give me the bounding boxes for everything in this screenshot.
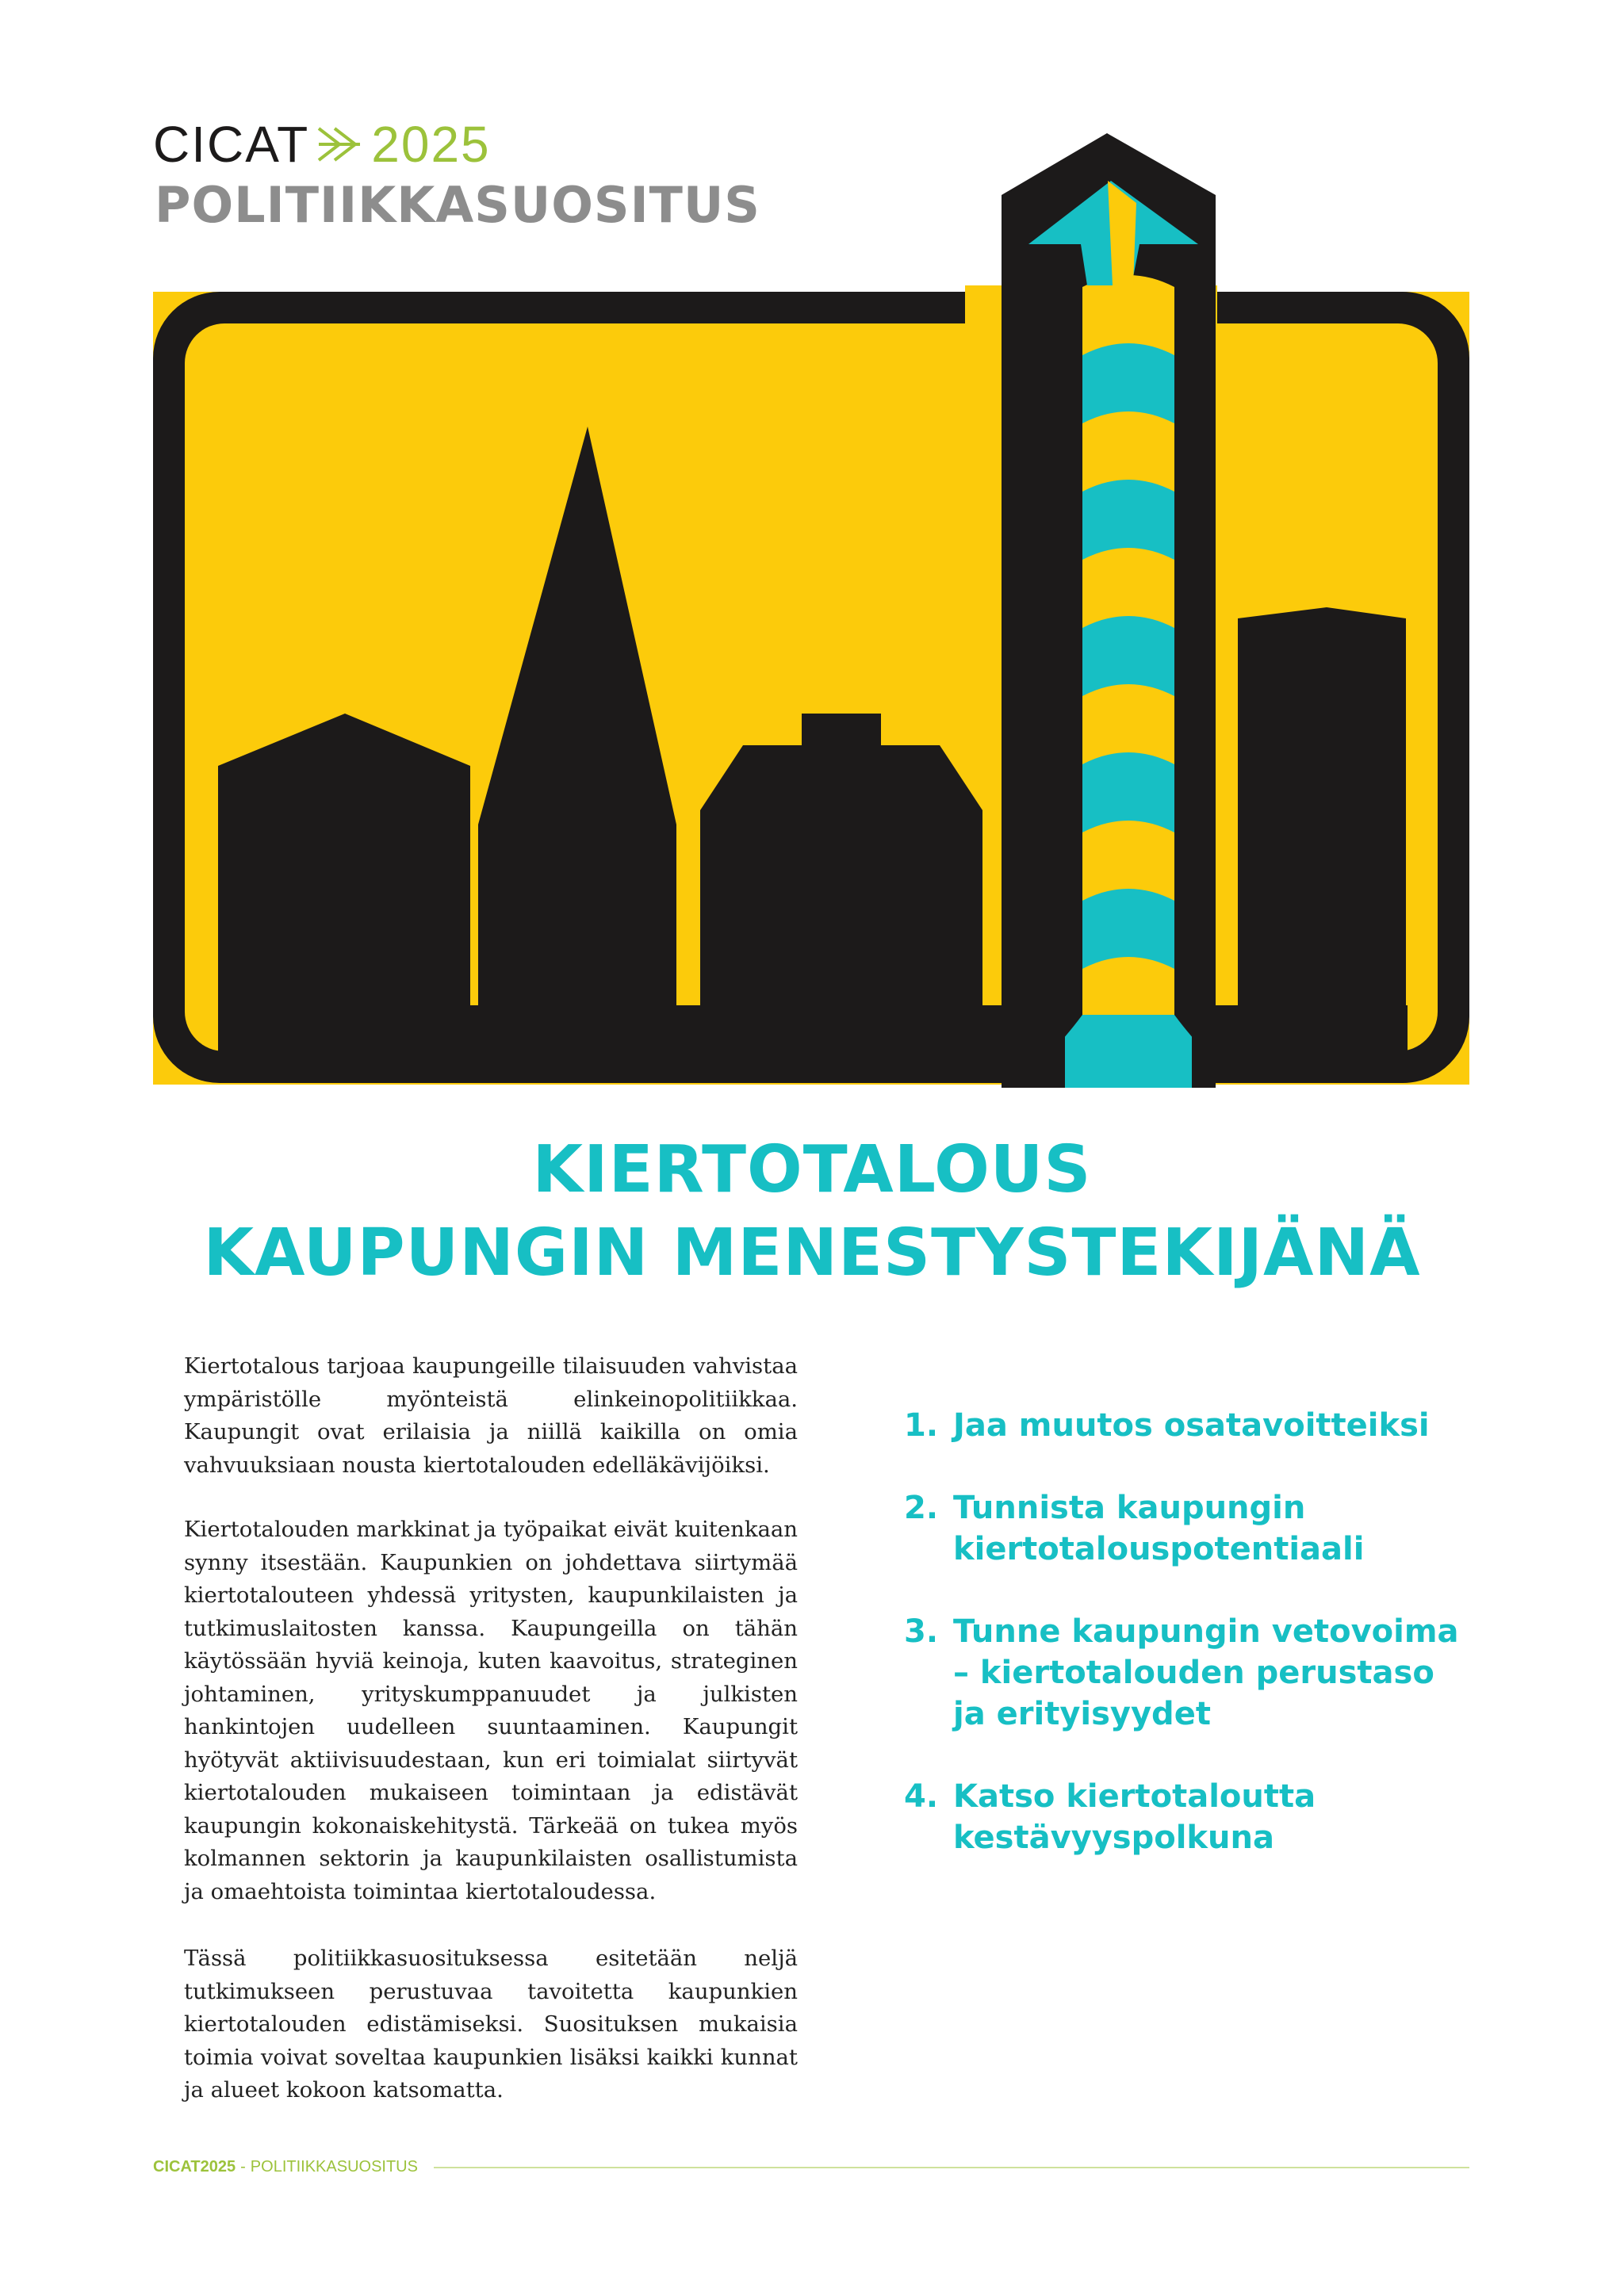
city-skyline-illustration <box>153 127 1469 1088</box>
goals-list <box>904 1405 1459 1900</box>
goal-number: 1. <box>904 1407 939 1444</box>
goal-item <box>904 1776 1459 1858</box>
goal-item <box>904 1405 1459 1446</box>
goal-text: Tunne kaupungin vetovoima – kiertotalouden perustaso ja erityisyydet <box>953 1613 1459 1732</box>
goal-item <box>904 1611 1459 1735</box>
footer-doc-type: POLITIIKKASUOSITUS <box>250 2158 418 2175</box>
goal-text: Katso kiertotaloutta kestävyyspolkuna <box>953 1778 1316 1856</box>
goal-number: 3. <box>904 1613 939 1650</box>
document-type: POLITIIKKASUOSITUS <box>155 176 760 234</box>
intro-paragraph: Kiertotalous tarjoaa kaupungeille tilaisuuden vahvistaa ympäristölle myönteistä elinkeinopolitiikkaa. Kaupungit ovat erilaisia ja niillä kaikilla on omia vahvuuksiaan nousta kiertotalouden edelläkävijöiksi. <box>184 1353 798 1478</box>
body-paragraph: Kiertotalouden markkinat ja työpaikat eivät kuitenkaan synny itsestään. Kaupunkien on johdettava siirtymää kiertotalouteen yhdessä yritysten, kaupunkilaisten ja tutkimuslaitosten kanssa. Kaupungeilla on tähän käytössään hyviä keinoja, kuten kaavoitus, strateginen johtaminen, yrityskumppanuudet ja julkisten hankintojen uudelleen suuntaaminen. Kaupungit hyötyvät aktiivisuudestaan, kun eri toimialat siirtyvät kiertotalouden mukaiseen toimintaan ja edistävät kaupungin kokonaiskehitystä. Tärkeää on tukea myös kolmannen sektorin ja kaupunkilaisten osallistumista ja omaehtoista toimintaa kiertotaloudessa. <box>184 1517 798 1904</box>
closing-paragraph: Tässä politiikkasuosituksessa esitetään neljä tutkimukseen perustuvaa tavoitetta kaupunkien kiertotalouden edistämiseksi. Suosituksen mukaisia toimia voivat soveltaa kaupunkien lisäksi kaikki kunnat ja alueet kokoon katsomatta. <box>184 1946 798 2103</box>
footer-separator: - <box>240 2158 246 2175</box>
goal-item <box>904 1487 1459 1570</box>
footer-rule <box>434 2167 1469 2168</box>
goal-text: Jaa muutos osatavoitteiksi <box>953 1407 1430 1444</box>
goal-number: 2. <box>904 1490 939 1526</box>
brand-year: 2025 <box>371 116 491 173</box>
footer-brand: CICAT2025 <box>153 2158 236 2175</box>
brand-name: CICAT <box>153 116 310 173</box>
goal-text: Tunnista kaupungin kiertotalouspotentiaali <box>953 1490 1365 1567</box>
goal-number: 4. <box>904 1778 939 1815</box>
page-title-line-1: KIERTOTALOUS <box>532 1132 1092 1207</box>
page-footer <box>153 2158 1469 2176</box>
page-title-line-2: KAUPUNGIN MENESTYSTEKIJÄNÄ <box>203 1215 1421 1291</box>
